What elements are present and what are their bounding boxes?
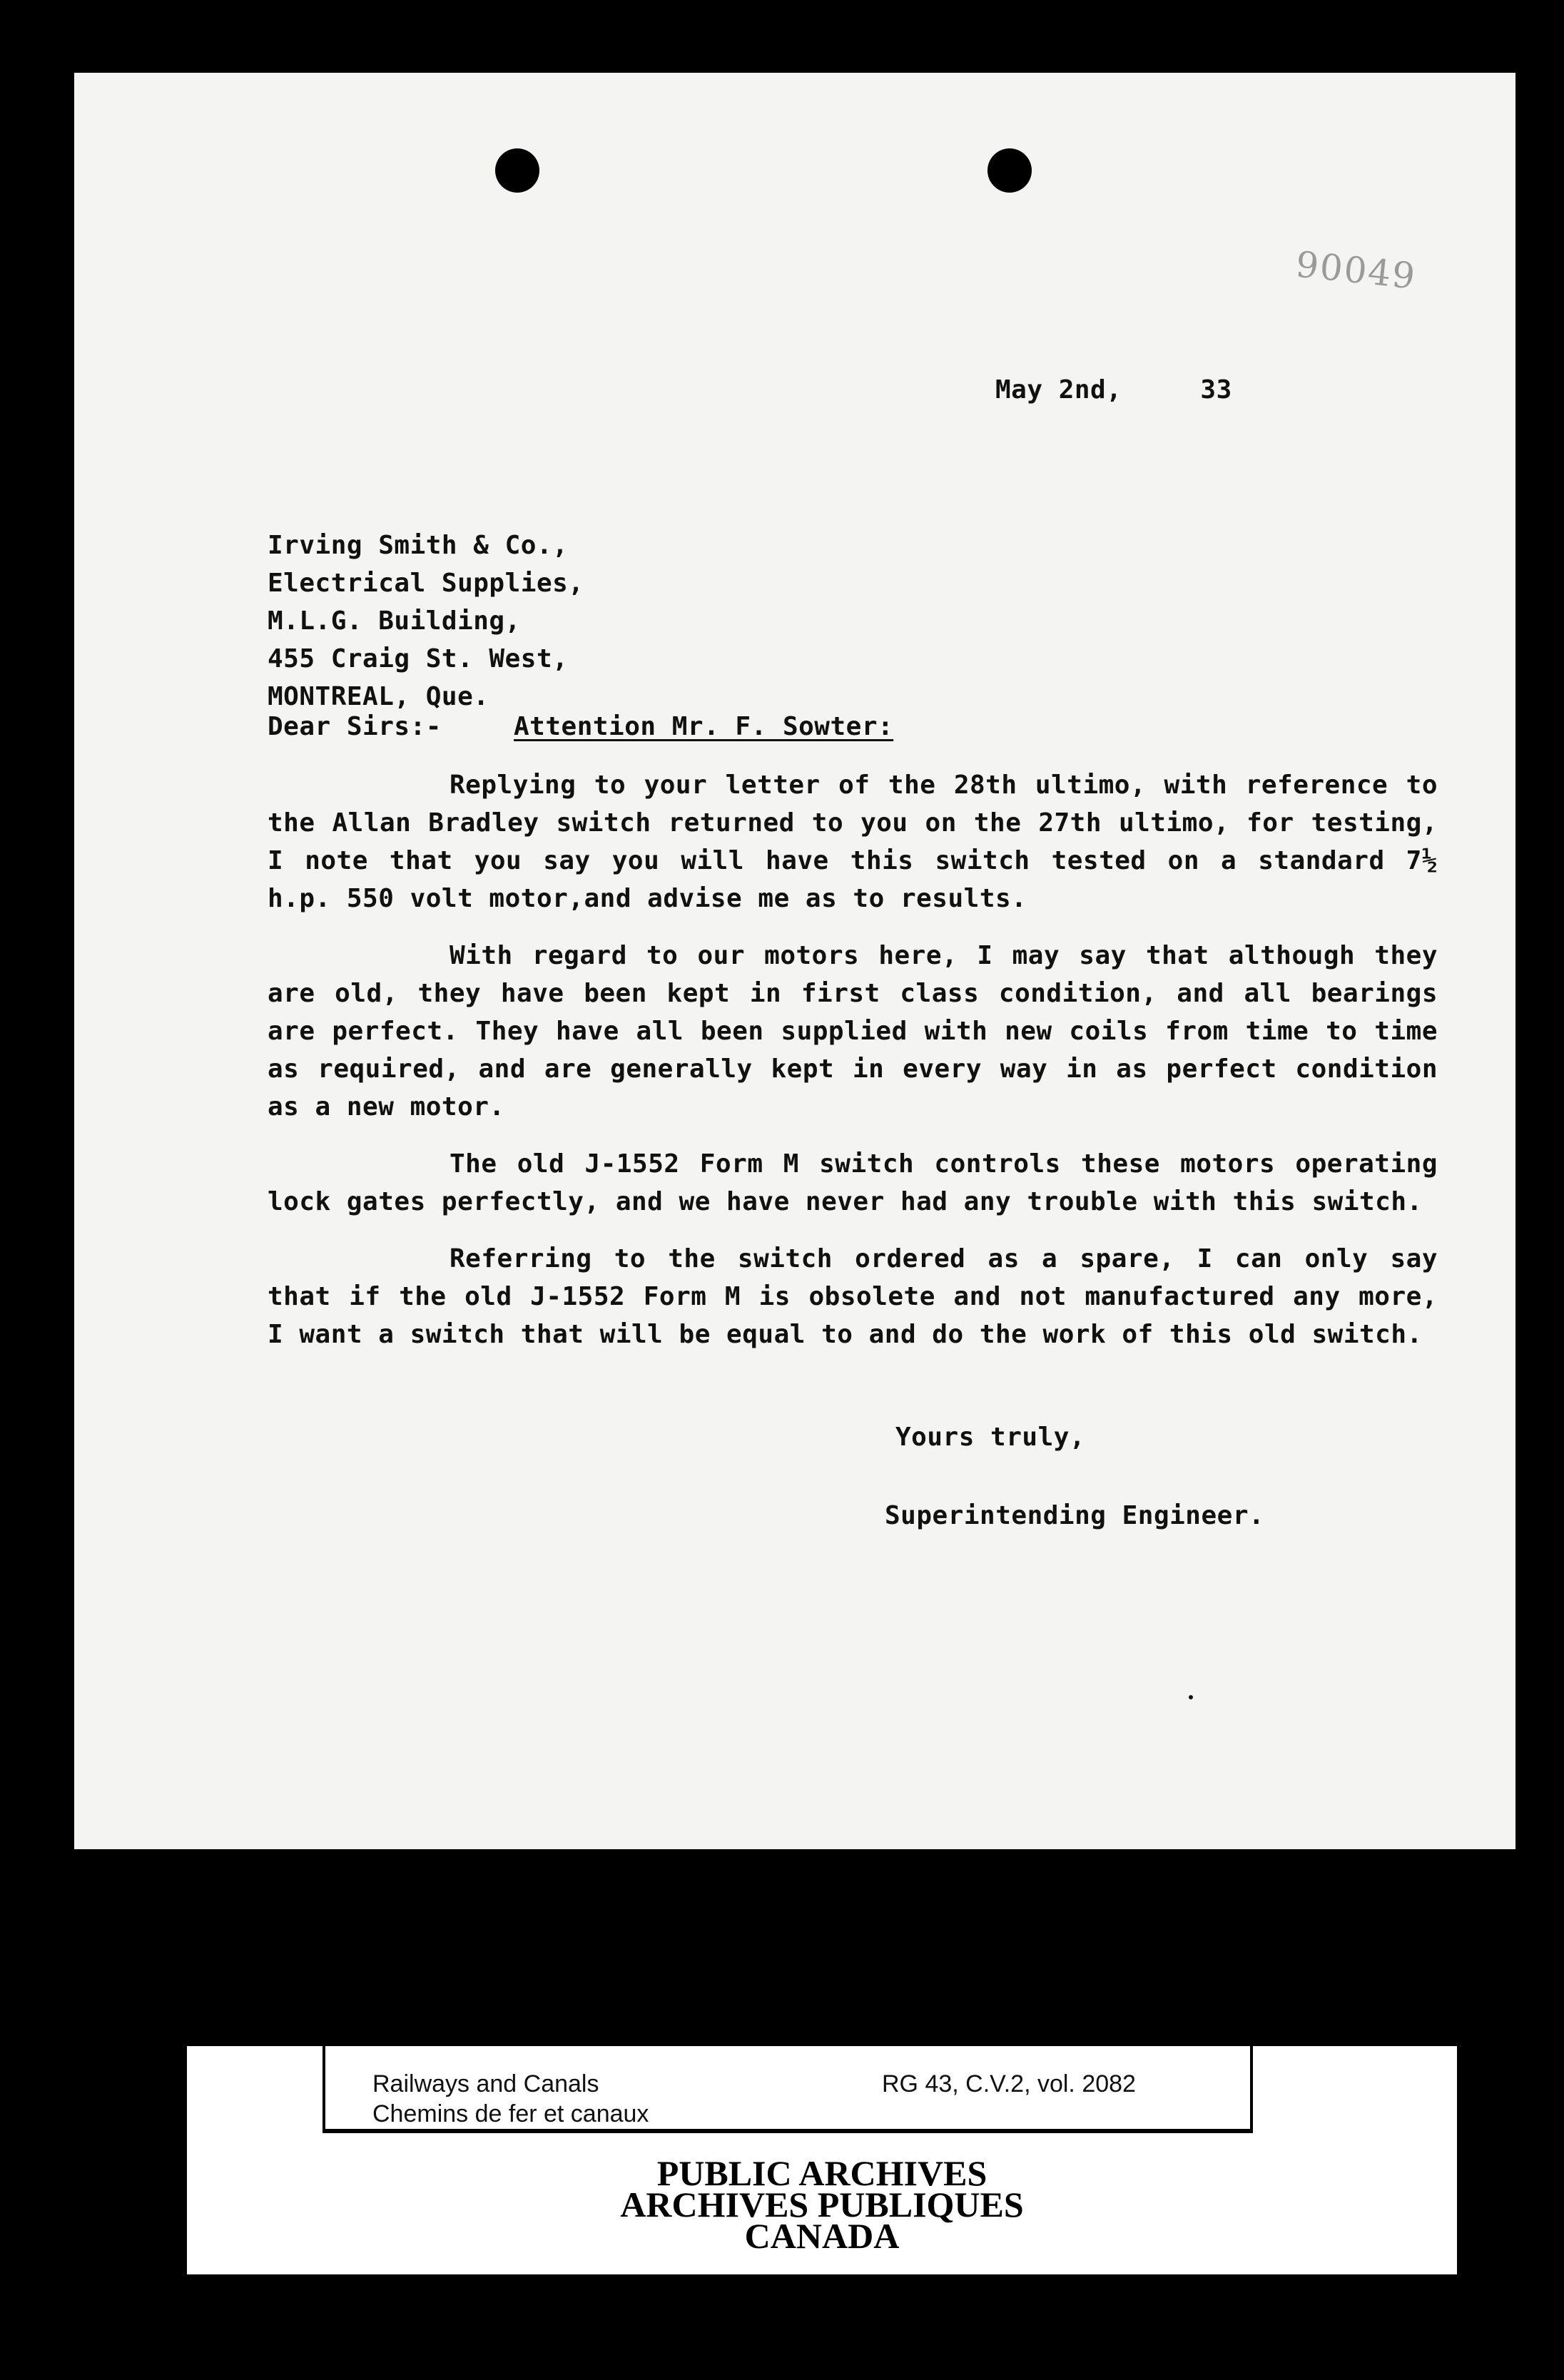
punch-hole-right: [987, 148, 1032, 193]
salutation: Dear Sirs:-: [268, 712, 442, 741]
date-text: May 2nd,: [995, 375, 1122, 405]
series-name-english: Railways and Canals: [372, 2070, 599, 2097]
letter-date: [995, 371, 1232, 409]
series-name-french: Chemins de fer et canaux: [372, 2100, 649, 2127]
punch-hole-left: [495, 148, 539, 193]
body-paragraph: With regard to our motors here, I may say that although they are old, they have been kept in first class condition, and all bearings are perfect. They have all been supplied with new coils from time to time as required, and are generally kept in every way in as perfect condition as a new motor.: [268, 941, 1438, 1122]
address-line: Irving Smith & Co.,: [268, 531, 569, 560]
body-paragraph: Referring to the switch ordered as a spare, I can only say that if the old J-1552 Form M is obsolete and not manufactured any more, I want a switch that will be equal to and do the work of this old switch.: [268, 1244, 1438, 1349]
publisher-line-french: ARCHIVES PUBLIQUES: [620, 2185, 1024, 2224]
archive-label: [187, 2046, 1457, 2274]
address-line: M.L.G. Building,: [268, 606, 521, 636]
closing: Yours truly,: [895, 1423, 1086, 1452]
address-line: Electrical Supplies,: [268, 569, 584, 598]
body-paragraph: The old J-1552 Form M switch controls these motors operating lock gates perfectly, and we have never had any trouble with this switch.: [268, 1149, 1438, 1216]
signature-title: Superintending Engineer.: [885, 1501, 1265, 1530]
ink-speck: [1189, 1695, 1193, 1699]
recipient-address: [268, 527, 584, 716]
publisher-line-english: PUBLIC ARCHIVES: [656, 2153, 987, 2193]
address-line: MONTREAL, Que.: [268, 682, 489, 711]
archive-stamp-number: 90049: [1294, 243, 1418, 298]
publisher-line-country: CANADA: [744, 2216, 900, 2256]
letter-body: [268, 766, 1438, 1373]
address-line: 455 Craig St. West,: [268, 644, 569, 673]
record-group-reference: RG 43, C.V.2, vol. 2082: [882, 2070, 1136, 2097]
archive-reference-box: [323, 2046, 1253, 2133]
body-paragraph: Replying to your letter of the 28th ultimo, with reference to the Allan Bradley switch returned to you on the 27th ultimo, for testing, I note that you say you will have this switch tested on a standard 7½ h.p. 550 volt motor,and advise me as to results.: [268, 771, 1438, 913]
attention-line: Attention Mr. F. Sowter:: [514, 712, 894, 741]
date-year: 33: [1200, 375, 1232, 405]
